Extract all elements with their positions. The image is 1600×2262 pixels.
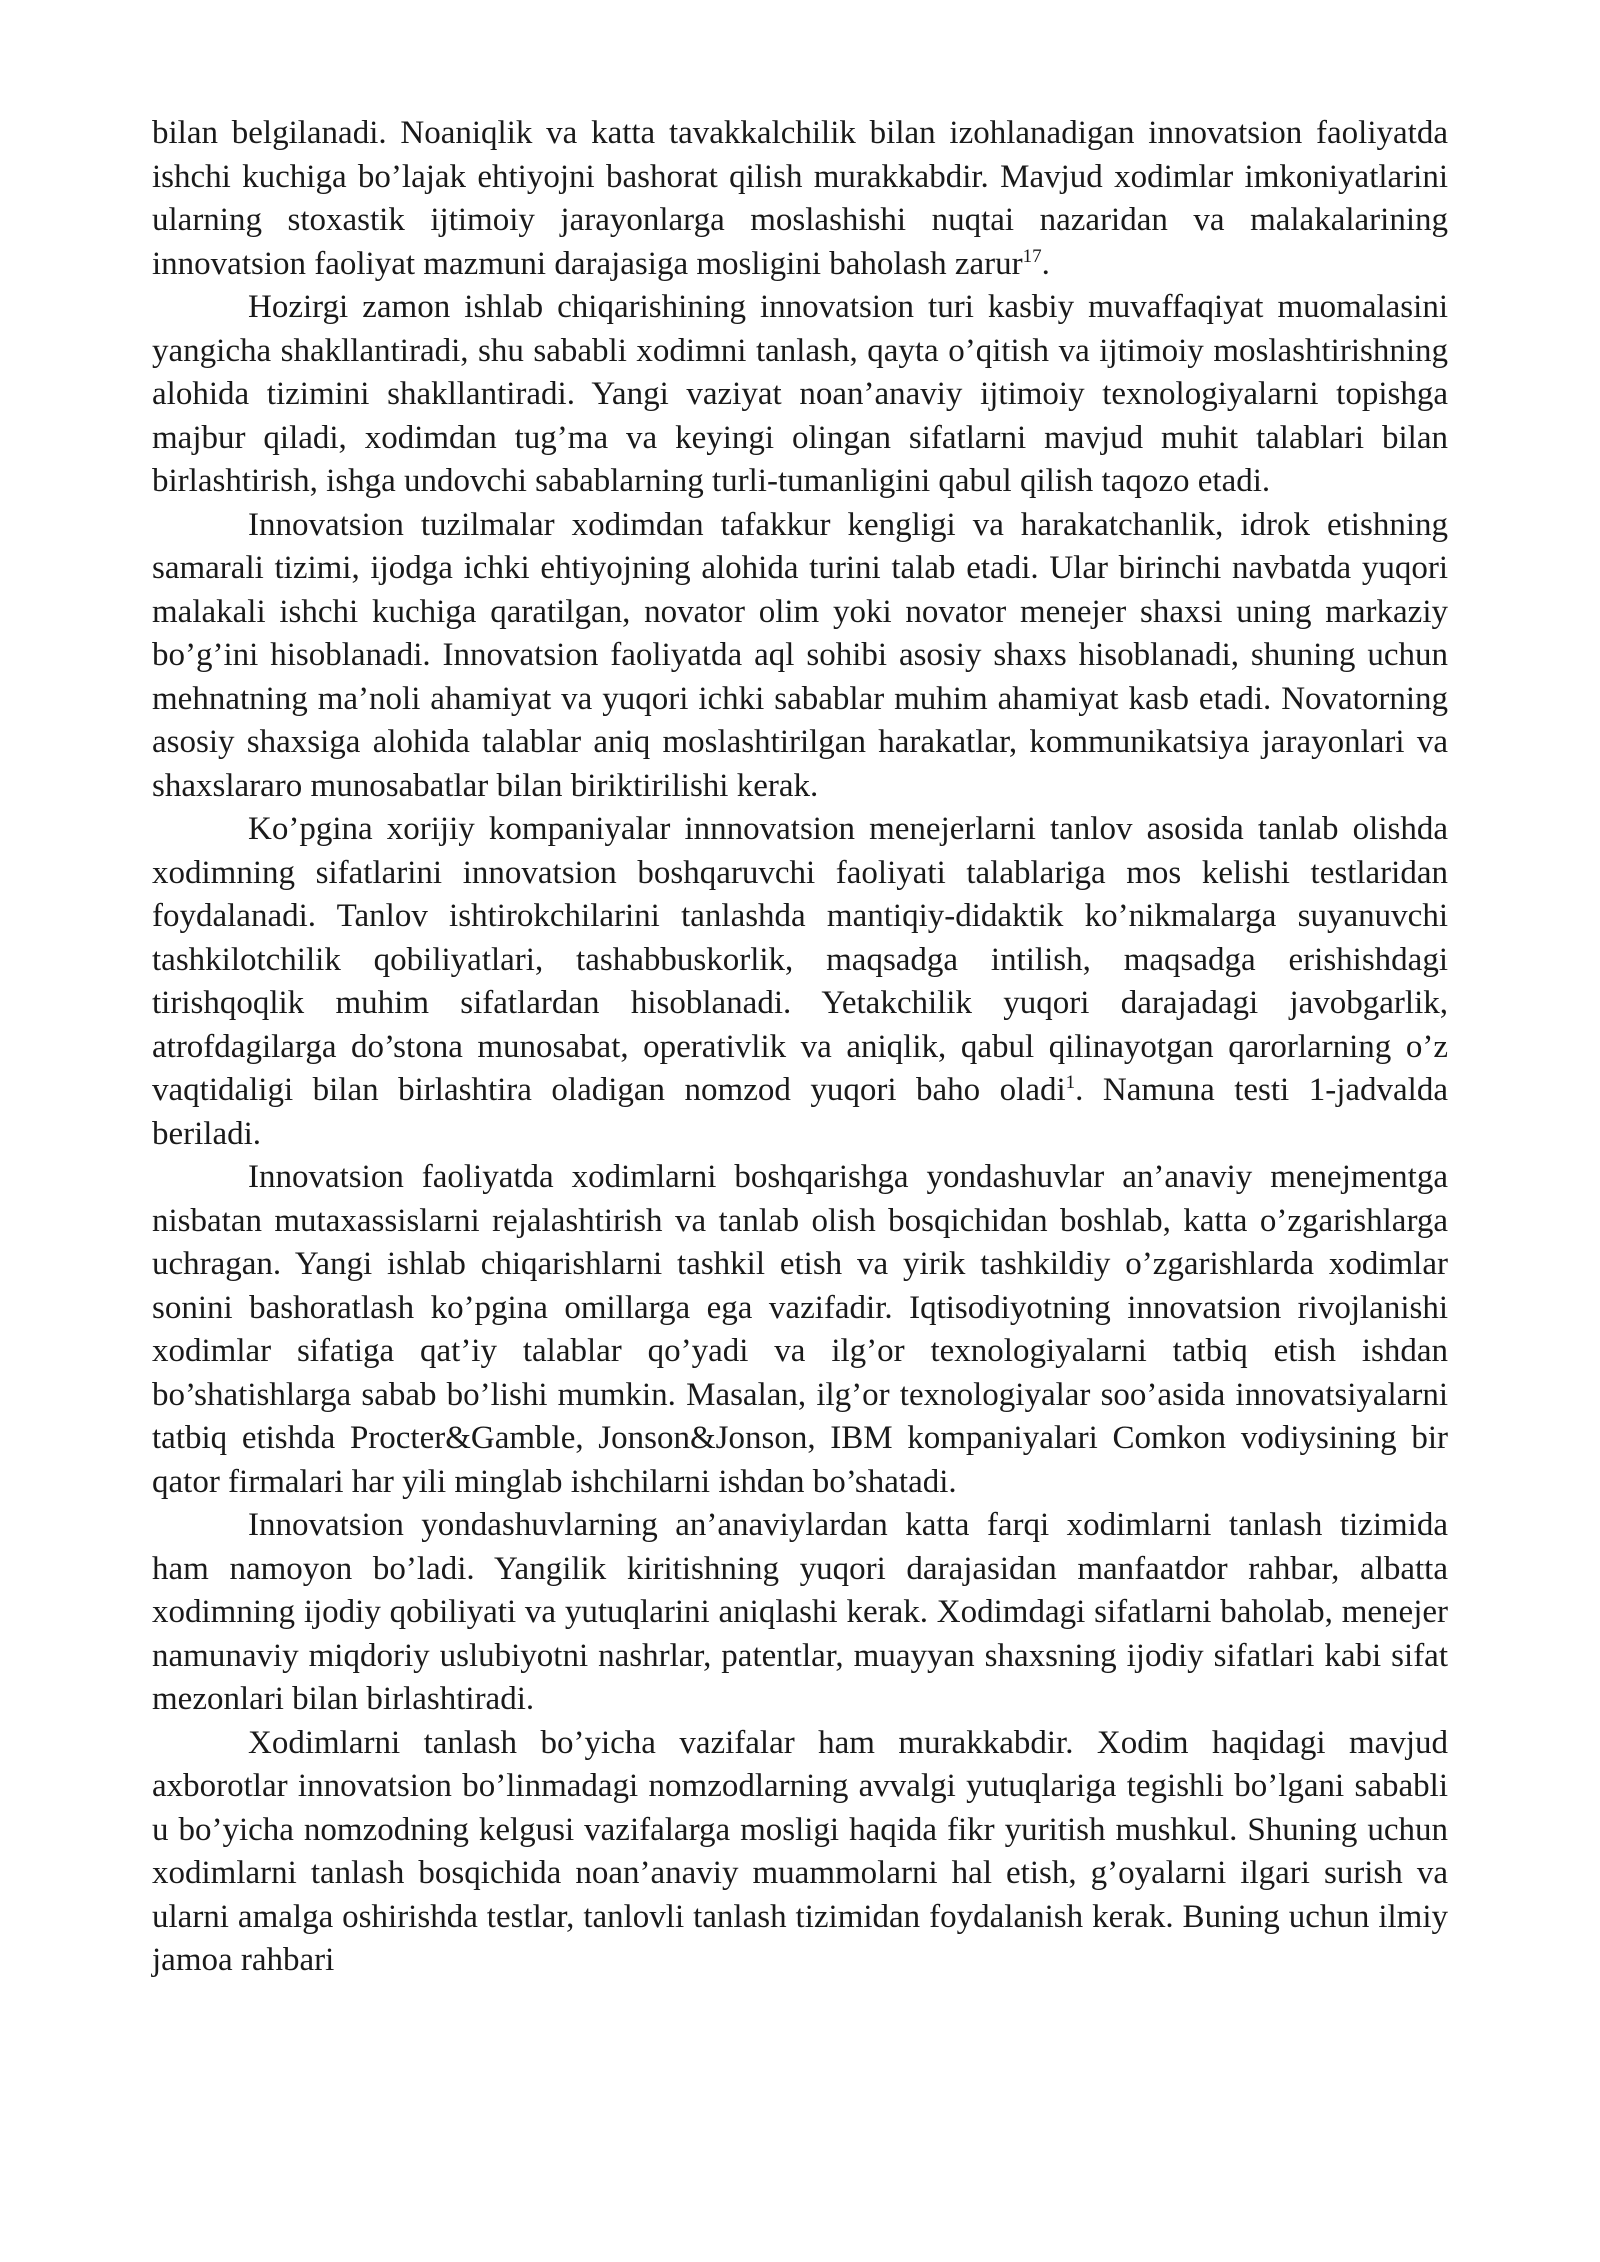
paragraph-5: Innovatsion faoliyatda xodimlarni boshqarishga yondashuvlar an’anaviy menejmentga nisbatan mutaxassislarni rejalashtirish va tanlab olish bosqichidan boshlab, katta o’zgarishlarga uchragan. Yangi ishlab chiqarishlarni tashkil etish va yirik tashkildiy o’zgarishlarda xodimlar sonini bashoratlash ko’pgina omillarga ega vazifadir. Iqtisodiyotning innovatsion rivojlanishi xodimlar sifatiga qat’iy talablar qo’yadi va ilg’or texnologiyalarni tatbiq etish ishdan bo’shatishlarga sabab bo’lishi mumkin. Masalan, ilg’or texnologiyalar soo’asida innovatsiyalarni tatbiq etishda Procter&Gamble, Jonson&Jonson, IBM kompaniyalari Comkon vodiysining bir qator firmalari har yili minglab ishchilarni ishdan bo’shatadi.: [152, 1159, 1448, 1500]
document-page: [152, 112, 1448, 1983]
paragraph-7: Xodimlarni tanlash bo’yicha vazifalar ham murakkabdir. Xodim haqidagi mavjud axborotlar innovatsion bo’linmadagi nomzodlarning avvalgi yutuqlariga tegishli bo’lgani sababli u bo’yicha nomzodning kelgusi vazifalarga mosligi haqida fikr yuritish mushkul. Shuning uchun xodimlarni tanlash bosqichida noan’anaviy muammolarni hal etish, g’oyalarni ilgari surish va ularni amalga oshirishda testlar, tanlovli tanlash tizimidan foydalanish kerak. Buning uchun ilmiy jamoa rahbari: [152, 1724, 1448, 1978]
paragraph-4-text: Ko’pgina xorijiy kompaniyalar innnovatsion menejerlarni tanlov asosida tanlab olishda xodimning sifatlarini innovatsion boshqaruvchi faoliyati talablariga mos kelishi testlaridan foydalanadi. Tanlov ishtirokchilarini tanlashda mantiqiy-didaktik ko’nikmalarga suyanuvchi tashkilotchilik qobiliyatlari, tashabbuskorlik, maqsadga intilish, maqsadga erishishdagi tirishqoqlik muhim sifatlardan hisoblanadi. Yetakchilik yuqori darajadagi javobgarlik, atrofdagilarga do’stona munosabat, operativlik va aniqlik, qabul qilinayotgan qarorlarning o’z vaqtidaligi bilan birlashtira oladigan nomzod yuqori baho oladi: [152, 811, 1448, 1108]
paragraph-1-text: bilan belgilanadi. Noaniqlik va katta tavakkalchilik bilan izohlanadigan innovatsion faoliyatda ishchi kuchiga bo’lajak ehtiyojni bashorat qilish murakkabdir. Mavjud xodimlar imkoniyatlarini ularning stoxastik ijtimoiy jarayonlarga moslashishi nuqtai nazaridan va malakalarining innovatsion faoliyat mazmuni darajasiga mosligini baholash zarur: [152, 115, 1448, 282]
paragraph-4: [152, 808, 1448, 1156]
paragraph-1-tail: .: [1041, 245, 1050, 282]
paragraph-6: Innovatsion yondashuvlarning an’anaviylardan katta farqi xodimlarni tanlash tizimida ham namoyon bo’ladi. Yangilik kiritishning yuqori darajasidan manfaatdor rahbar, albatta xodimning ijodiy qobiliyati va yutuqlarini aniqlashi kerak. Xodimdagi sifatlarni baholab, menejer namunaviy miqdoriy uslubiyotni nashrlar, patentlar, muayyan shaxsning ijodiy sifatlari kabi sifat mezonlari bilan birlashtiradi.: [152, 1507, 1448, 1717]
paragraph-2: Hozirgi zamon ishlab chiqarishining innovatsion turi kasbiy muvaffaqiyat muomalasini yangicha shakllantiradi, shu sababli xodimni tanlash, qayta o’qitish va ijtimoiy moslashtirishning alohida tizimini shakllantiradi. Yangi vaziyat noan’anaviy ijtimoiy texnologiyalarni topishga majbur qiladi, xodimdan tug’ma va keyingi olingan sifatlarni mavjud muhit talablari bilan birlashtirish, ishga undovchi sabablarning turli-tumanligini qabul qilish taqozo etadi.: [152, 289, 1448, 499]
paragraph-1: [152, 112, 1448, 286]
footnote-ref-1[interactable]: 1: [1065, 1072, 1076, 1093]
footnote-ref-17[interactable]: 17: [1022, 245, 1042, 267]
paragraph-3: Innovatsion tuzilmalar xodimdan tafakkur kengligi va harakatchanlik, idrok etishning samarali tizimi, ijodga ichki ehtiyojning alohida turini talab etadi. Ular birinchi navbatda yuqori malakali ishchi kuchiga qaratilgan, novator olim yoki novator menejer shaxsi uning markaziy bo’g’ini hisoblanadi. Innovatsion faoliyatda aql sohibi asosiy shaxs hisoblanadi, shuning uchun mehnatning ma’noli ahamiyat va yuqori ichki sabablar muhim ahamiyat kasb etadi. Novatorning asosiy shaxsiga alohida talablar aniq moslashtirilgan harakatlar, kommunikatsiya jarayonlari va shaxslararo munosabatlar bilan biriktirilishi kerak.: [152, 506, 1448, 804]
paragraph-4-tail: . Namuna testi 1-jadvalda beriladi.: [152, 1072, 1448, 1152]
